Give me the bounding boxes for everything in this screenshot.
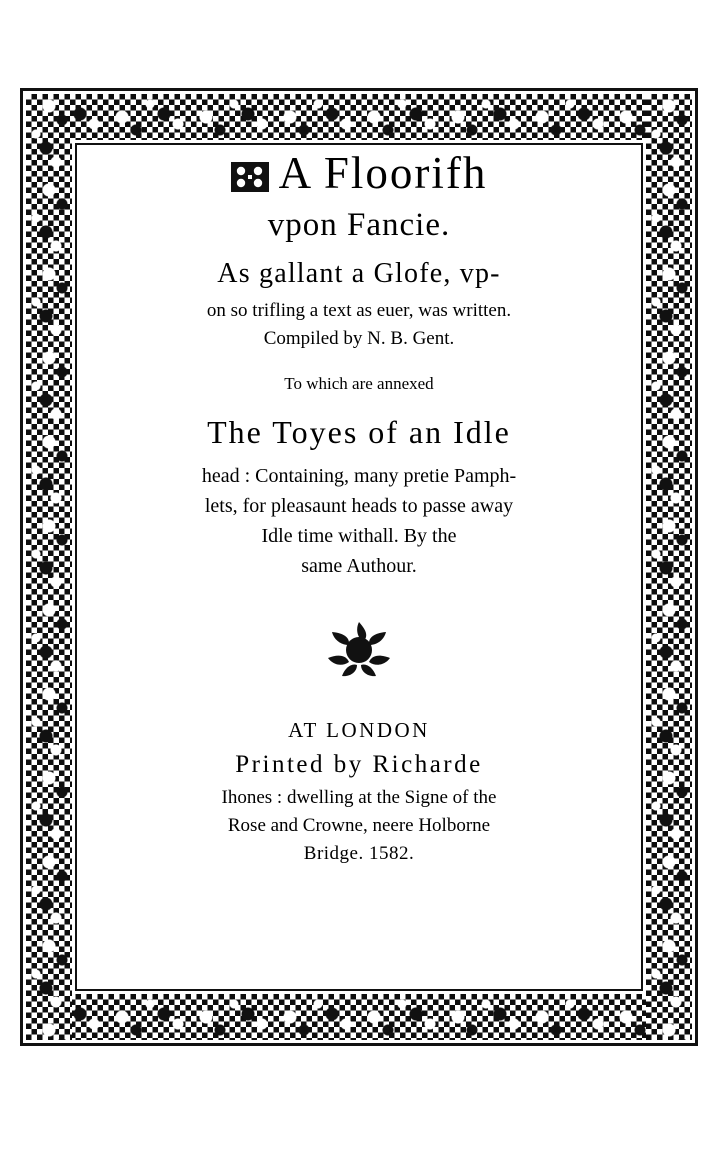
imprint-line-1: AT LONDON <box>288 718 430 743</box>
imprint-line-2: Printed by Richarde <box>235 751 483 779</box>
body-line-3: Idle time withall. By the <box>261 525 457 548</box>
line-toyes: The Toyes of an Idle <box>207 414 511 451</box>
title-text-block <box>72 150 646 865</box>
title-line-1: A Floorifh <box>278 148 488 198</box>
border-band-bottom <box>26 994 692 1040</box>
body-line-1: head : Containing, many pretie Pamph- <box>201 465 517 488</box>
line-gallant: As gallant a Glofe, vp- <box>217 258 501 290</box>
floral-rosette-ornament-icon <box>322 618 396 680</box>
body-line-2: lets, for pleasaunt heads to passe away <box>204 495 514 518</box>
border-band-right <box>646 94 692 1040</box>
body-line-4: same Authour. <box>301 555 417 578</box>
imprint-line-4: Rose and Crowne, neere Holborne <box>227 815 491 837</box>
line-annexed: To which are annexed <box>284 374 434 394</box>
line-continued: on so trifling a text as euer, was written. <box>206 300 512 322</box>
title-line-1-row <box>72 150 646 197</box>
border-band-left <box>26 94 72 1040</box>
imprint-line-3: Ihones : dwelling at the Signe of the <box>221 787 497 809</box>
line-compiled: Compiled by N. B. Gent. <box>263 328 455 350</box>
initial-ornament-block-icon <box>231 162 269 192</box>
title-line-2: vpon Fancie. <box>267 207 451 244</box>
imprint-line-5: Bridge. 1582. <box>303 843 415 865</box>
border-band-top <box>26 94 692 140</box>
